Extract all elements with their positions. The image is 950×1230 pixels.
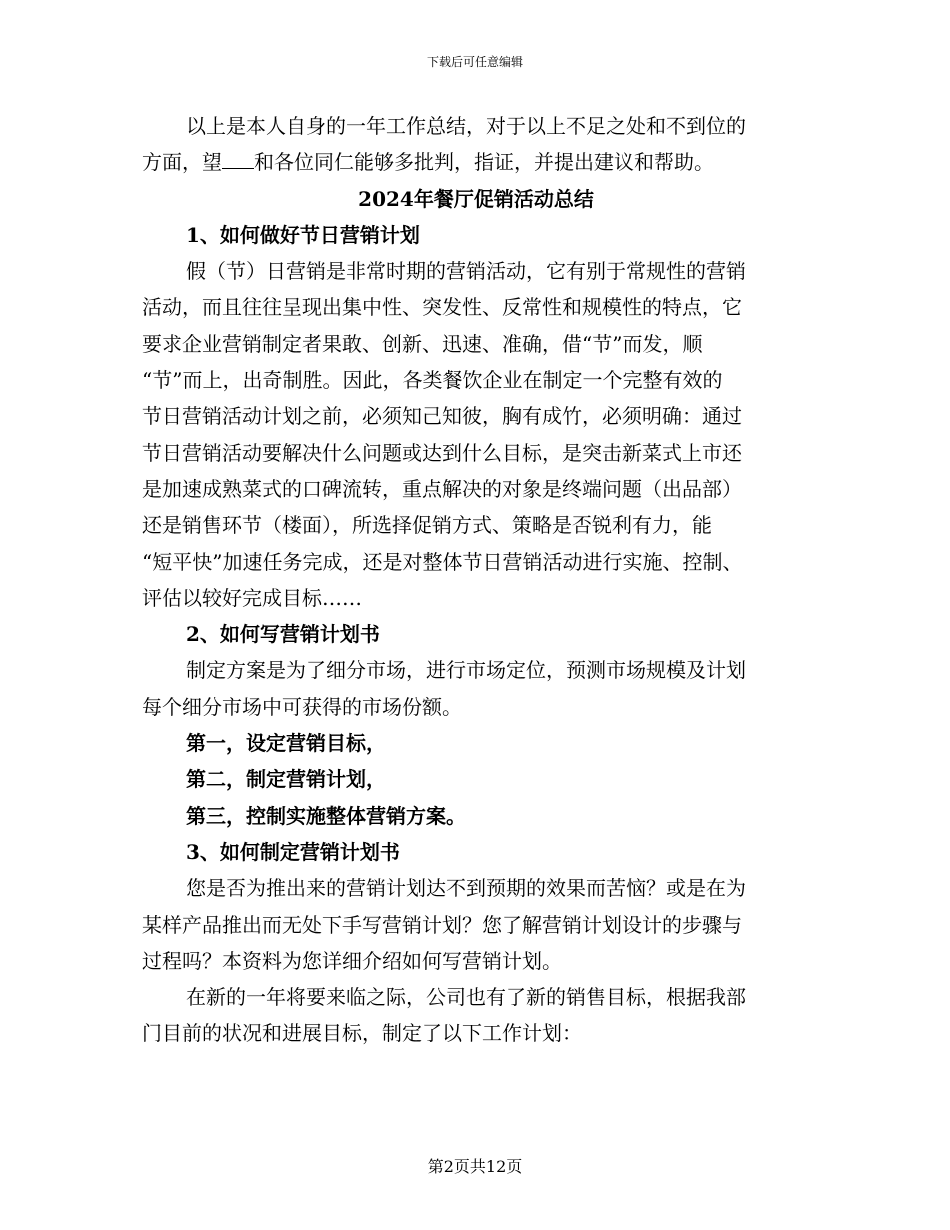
- paragraph-line: 活动，而且往往呈现出集中性、突发性、反常性和规模性的特点，它: [142, 295, 742, 320]
- paragraph-line: 过程吗？本资料为您详细介绍如何写营销计划。: [142, 948, 562, 973]
- document-body: [142, 108, 810, 1052]
- paragraph-line: 要求企业营销制定者果敢、创新、迅速、准确，借“节”而发，顺: [142, 331, 703, 356]
- paragraph-line: 制定方案是为了细分市场，进行市场定位，预测市场规模及计划: [186, 658, 746, 683]
- paragraph-line: 是加速成熟菜式的口碑流转，重点解决的对象是终端问题（出品部）: [142, 476, 742, 501]
- paragraph-line: [142, 144, 810, 180]
- step-item: 第一，设定营销目标，: [186, 731, 386, 756]
- section-heading-2: 2、如何写营销计划书: [186, 622, 380, 647]
- paragraph-line: 门目前的状况和进展目标，制定了以下工作计划：: [142, 1021, 582, 1046]
- page-header-note: 下载后可任意编辑: [426, 55, 523, 69]
- paragraph-line: 还是销售环节（楼面），所选择促销方式、策略是否锐利有力，能: [142, 513, 712, 538]
- page-number: 第2页共12页: [427, 1157, 523, 1176]
- paragraph-line: 在新的一年将要来临之际，公司也有了新的销售目标，根据我部: [186, 985, 746, 1010]
- paragraph-line: 节日营销活动要解决什么问题或达到什么目标，是突击新菜式上市还: [142, 440, 742, 465]
- paragraph-line: 评估以较好完成目标……: [142, 585, 362, 610]
- step-item: 第二，制定营销计划，: [186, 767, 386, 792]
- paragraph-line: 节日营销活动计划之前，必须知己知彼，胸有成竹，必须明确：通过: [142, 404, 742, 429]
- paragraph-line: 您是否为推出来的营销计划达不到预期的效果而苦恼？或是在为: [186, 876, 746, 901]
- document-title: 2024年餐厅促销活动总结: [358, 186, 594, 211]
- section-heading-1: 1、如何做好节日营销计划: [186, 222, 420, 247]
- fill-in-blank: [222, 150, 254, 169]
- paragraph-line: “短平快”加速任务完成，还是对整体节日营销活动进行实施、控制、: [142, 549, 743, 574]
- paragraph-line: 假（节）日营销是非常时期的营销活动，它有别于常规性的营销: [186, 259, 746, 284]
- paragraph-text: 方面，望: [142, 150, 222, 175]
- paragraph-line: 某样产品推出而无处下手写营销计划？您了解营销计划设计的步骤与: [142, 912, 742, 937]
- paragraph-line: 每个细分市场中可获得的市场份额。: [142, 694, 462, 719]
- paragraph-line: “节”而上，出奇制胜。因此，各类餐饮企业在制定一个完整有效的: [142, 368, 723, 393]
- paragraph-line: 以上是本人自身的一年工作总结，对于以上不足之处和不到位的: [186, 114, 746, 138]
- step-item: 第三，控制实施整体营销方案。: [186, 803, 466, 828]
- paragraph-text: 和各位同仁能够多批判，指证，并提出建议和帮助。: [254, 150, 714, 175]
- section-heading-3: 3、如何制定营销计划书: [186, 839, 400, 864]
